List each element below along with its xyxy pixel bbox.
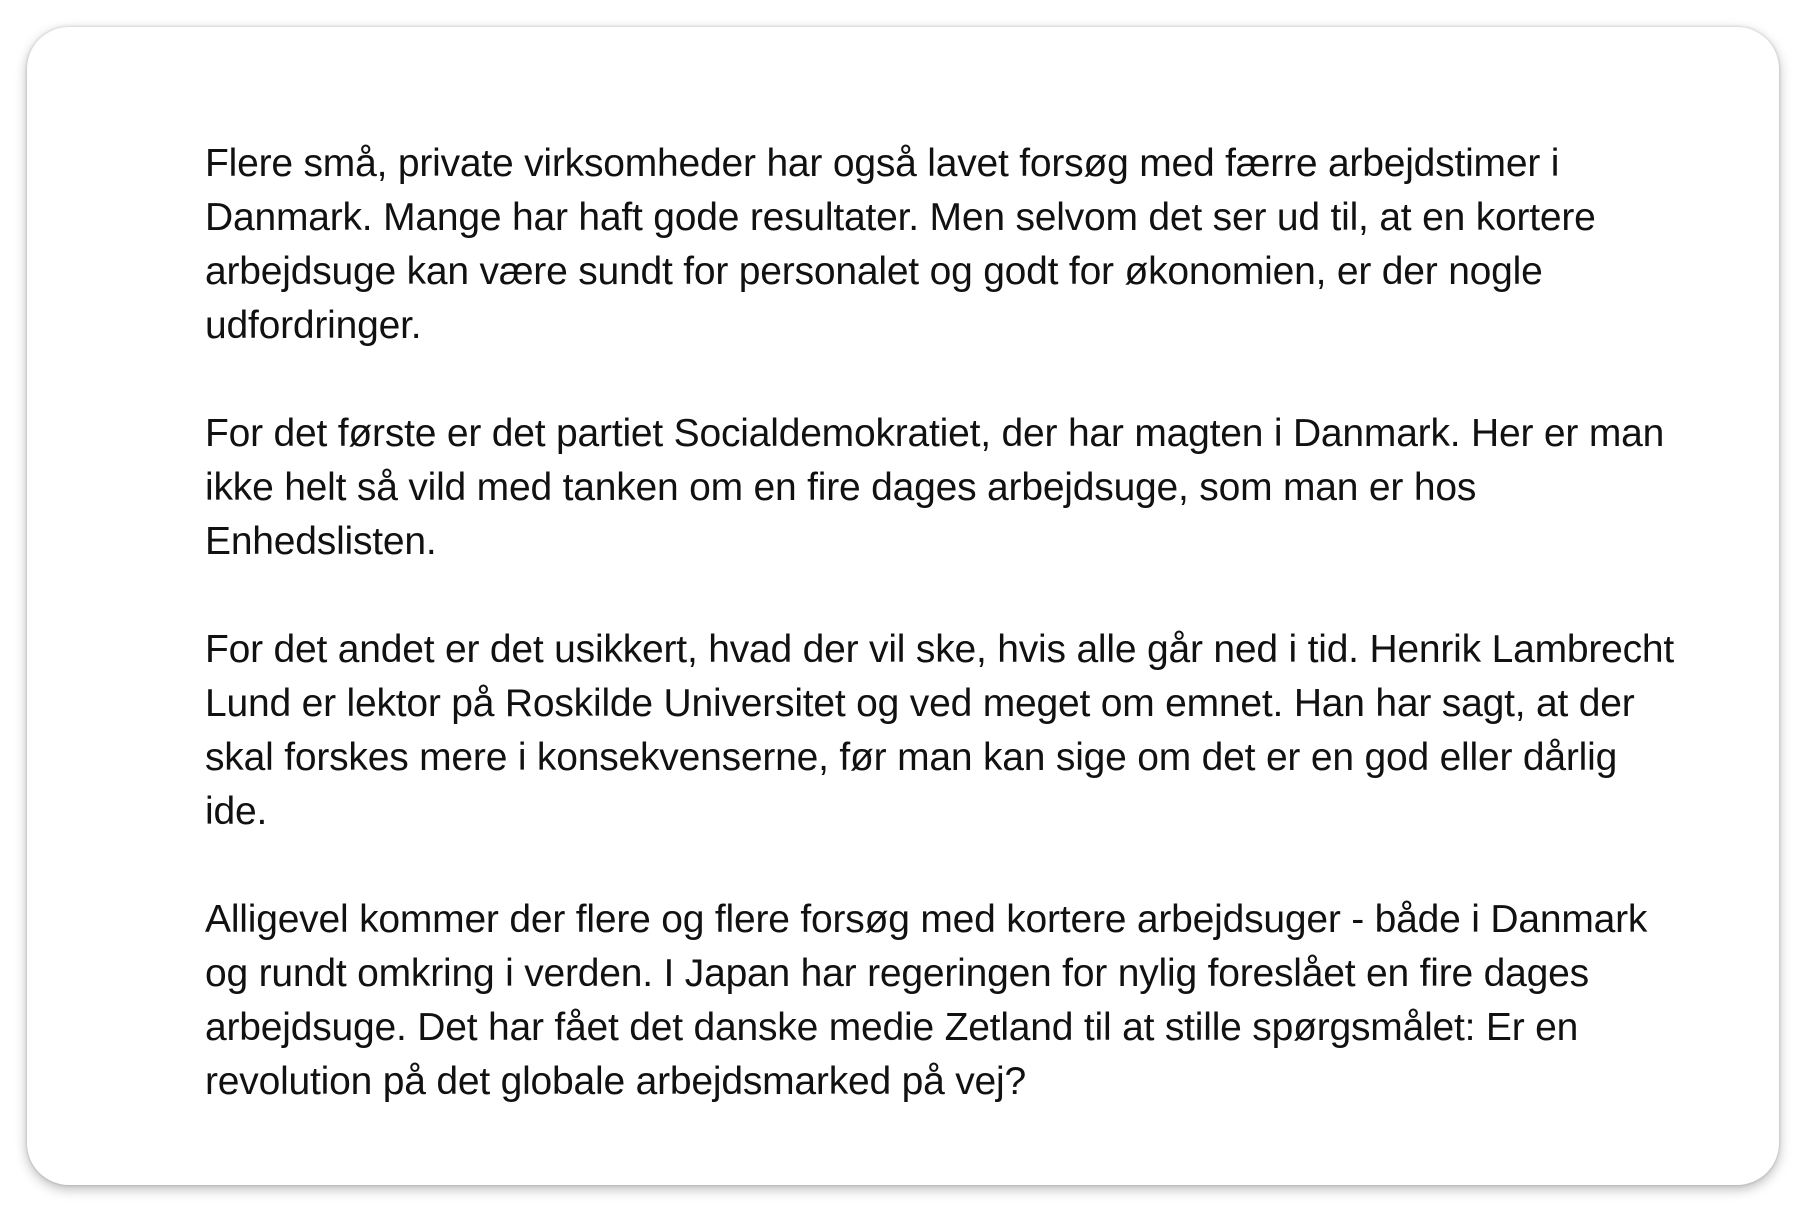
paragraph-1: Flere små, private virksomheder har også lavet forsøg med færre arbejdstimer i Danmark. Mange har haft gode resultater. Men selvom det ser ud til, at en kortere arbejdsuge kan være sundt for personalet og godt for økonomien, er der nogle udfordringer. bbox=[205, 142, 1596, 347]
paragraph-4: Alligevel kommer der flere og flere forsøg med kortere arbejdsuger - både i Danmark og rundt omkring i verden. I Japan har regeringen for nylig foreslået en fire dages arbejdsuge. Det har fået det danske medie Zetland til at stille spørgsmålet: Er en revolution på det globale arbejdsmarked på vej? bbox=[205, 898, 1648, 1103]
paragraph-2: For det første er det partiet Socialdemokratiet, der har magten i Danmark. Her er man ikke helt så vild med tanken om en fire dages arbejdsuge, som man er hos Enhedslisten. bbox=[205, 412, 1665, 563]
article-body bbox=[205, 137, 1685, 1109]
paragraph-3: For det andet er det usikkert, hvad der vil ske, hvis alle går ned i tid. Henrik Lambrecht Lund er lektor på Roskilde Universitet og ved meget om emnet. Han har sagt, at der skal forskes mere i konsekvenserne, før man kan sige om det er en god eller dårlig ide. bbox=[205, 628, 1675, 833]
text-card bbox=[27, 27, 1779, 1185]
